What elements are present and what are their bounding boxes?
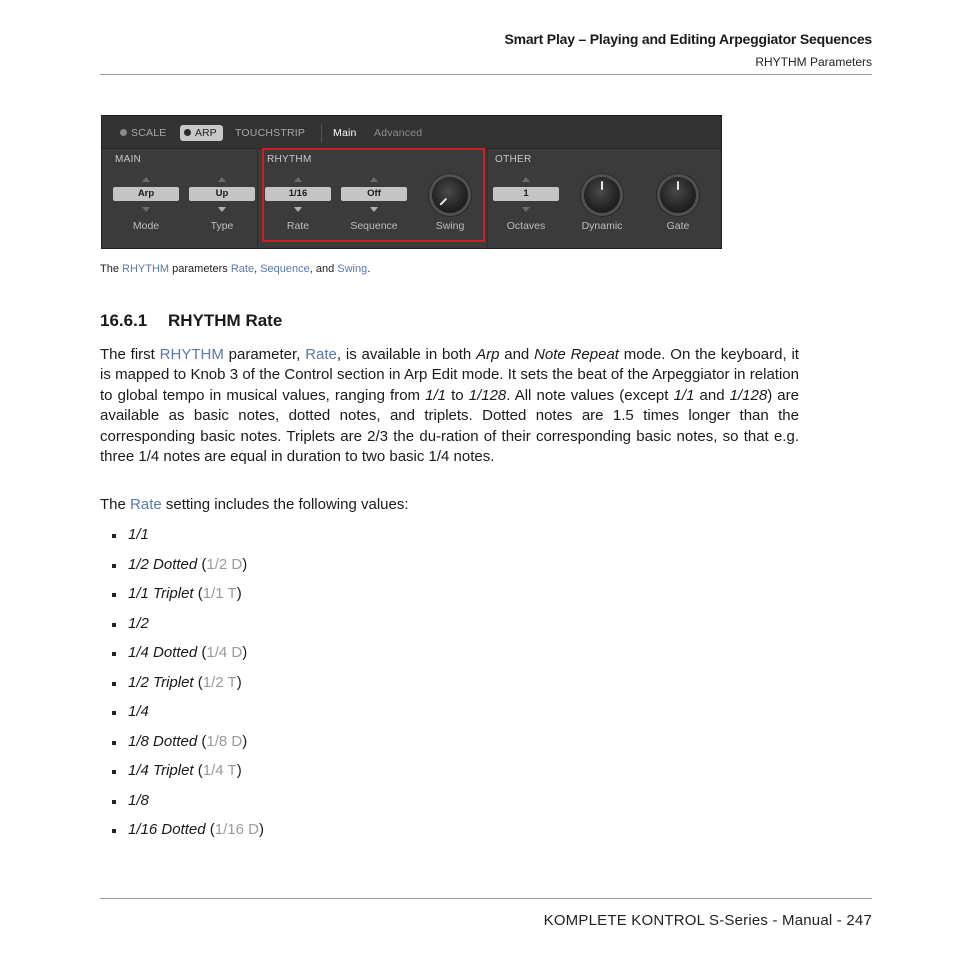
- paragraph-text: to: [446, 386, 469, 404]
- intro-link-rate[interactable]: Rate: [130, 496, 162, 513]
- tab-divider: [321, 124, 322, 142]
- body-paragraph: [100, 345, 799, 467]
- caption-text: ,: [254, 263, 261, 275]
- mode-up-arrow-icon[interactable]: [142, 177, 150, 182]
- rate-abbreviation: 1/8 D: [206, 732, 243, 750]
- rate-name: 1/4 Triplet: [128, 762, 194, 779]
- panel-tab-bar: [102, 116, 721, 149]
- paragraph-text: . All note values (except: [506, 386, 674, 404]
- rate-name: 1/1: [128, 526, 149, 543]
- note-value: 1/1: [673, 386, 695, 404]
- section-label-other: OTHER: [495, 154, 532, 165]
- rate-abbreviation: 1/4 T: [202, 762, 237, 779]
- type-up-arrow-icon[interactable]: [218, 177, 226, 182]
- rate-label: Rate: [286, 220, 310, 232]
- section-label-main: MAIN: [115, 154, 142, 165]
- rate-abbreviation: 1/4 D: [206, 644, 243, 661]
- intro-text: The: [100, 496, 131, 513]
- octaves-down-arrow-icon[interactable]: [522, 207, 530, 212]
- page-footer: KOMPLETE KONTROL S-Series - Manual - 247: [543, 912, 872, 929]
- arp-indicator-icon: [184, 129, 191, 136]
- type-label: Type: [210, 220, 234, 232]
- mode-name-note-repeat: Note Repeat: [534, 346, 619, 363]
- paragraph-text: ) are available as basic notes, dotted notes, and triplets. Dotted notes are 1.5 times longer than the corresponding basic notes. Triplets are 2/3 the du-ration of their corresponding basic notes, so that e.g. three 1/4 notes are equal in duration to two basic 1/4 notes.: [100, 386, 799, 466]
- type-value[interactable]: Up: [189, 187, 255, 201]
- caption-text: , and: [309, 263, 338, 275]
- scale-indicator-icon: [120, 129, 127, 136]
- note-value: 1/128: [729, 386, 768, 404]
- intro-text: setting includes the following values:: [161, 496, 409, 513]
- mode-name-arp: Arp: [476, 346, 500, 363]
- paragraph-text: parameter,: [223, 346, 306, 363]
- section-number: 16.6.1: [100, 311, 148, 330]
- arp-panel-screenshot: [101, 115, 722, 249]
- dynamic-label: Dynamic: [581, 220, 623, 232]
- sequence-label: Sequence: [350, 220, 398, 232]
- paragraph-text: and: [499, 346, 535, 363]
- list-item: [110, 791, 264, 821]
- rate-abbreviation: 1/1 T: [202, 585, 237, 602]
- list-item: 1/4 Triplet (1/4 T): [110, 761, 264, 791]
- swing-label: Swing: [435, 220, 465, 232]
- mode-label: Mode: [132, 220, 160, 232]
- list-item: 1/4 Dotted (1/4 D): [110, 643, 264, 673]
- gate-knob[interactable]: [660, 177, 696, 213]
- caption-text: The: [100, 263, 123, 275]
- rate-values-list: [110, 525, 264, 850]
- paragraph-link-rate[interactable]: Rate: [305, 346, 337, 363]
- list-item: 1/2 Triplet (1/2 T): [110, 673, 264, 703]
- section-heading: [100, 311, 282, 331]
- section-divider: [257, 149, 258, 249]
- rate-name: 1/2: [128, 614, 149, 632]
- note-value: 1/128: [468, 386, 507, 404]
- list-item: [110, 525, 264, 555]
- header-divider: [100, 74, 872, 75]
- list-item: [110, 702, 264, 732]
- paragraph-link-rhythm[interactable]: RHYTHM: [159, 346, 224, 363]
- rate-abbreviation: 1/16 D: [214, 821, 259, 838]
- rate-value[interactable]: 1/16: [265, 187, 331, 201]
- tab-scale[interactable]: [120, 127, 166, 139]
- paragraph-text: mode. On the keyboard, it is mapped to Knob 3 of the Control section in Arp Edit mode. It sets the beat of the Arpeggiator in relation to global tempo in musical values, ranging from: [100, 346, 799, 404]
- tab-touchstrip[interactable]: TOUCHSTRIP: [235, 127, 306, 139]
- gate-label: Gate: [666, 220, 690, 232]
- tab-main[interactable]: Main: [333, 127, 357, 139]
- octaves-up-arrow-icon[interactable]: [522, 177, 530, 182]
- caption-text: .: [367, 263, 371, 275]
- caption-text: parameters: [169, 263, 231, 275]
- rate-abbreviation: 1/2 D: [206, 555, 243, 573]
- caption-link-rate[interactable]: Rate: [230, 263, 255, 275]
- paragraph-text: , is available in both: [336, 346, 477, 363]
- rate-name: 1/2 Dotted: [128, 555, 198, 573]
- type-down-arrow-icon[interactable]: [218, 207, 226, 212]
- tab-arp-label: ARP: [195, 127, 217, 139]
- octaves-label: Octaves: [506, 220, 546, 232]
- list-item: 1/1 Triplet (1/1 T): [110, 584, 264, 614]
- paragraph-text: and: [694, 386, 730, 404]
- rate-name: 1/4 Dotted: [128, 644, 198, 661]
- figure-caption: [100, 263, 370, 275]
- knob-pointer-icon: [601, 181, 603, 190]
- note-value: 1/1: [425, 386, 447, 404]
- mode-value[interactable]: Arp: [113, 187, 179, 201]
- section-label-rhythm: RHYTHM: [267, 154, 312, 165]
- list-intro: [100, 496, 409, 513]
- octaves-value[interactable]: 1: [493, 187, 559, 201]
- list-item: [110, 614, 264, 644]
- tab-arp[interactable]: [180, 125, 223, 141]
- section-title: RHYTHM Rate: [168, 311, 283, 330]
- mode-down-arrow-icon[interactable]: [142, 207, 150, 212]
- list-item: 1/16 Dotted (1/16 D): [110, 820, 264, 850]
- rate-name: 1/4: [128, 703, 149, 720]
- caption-link-sequence[interactable]: Sequence: [260, 263, 310, 275]
- rate-name: 1/1 Triplet: [128, 585, 194, 602]
- running-header-title: Smart Play – Playing and Editing Arpeggiator Sequences: [504, 31, 872, 47]
- sequence-value[interactable]: Off: [341, 187, 407, 201]
- section-divider: [487, 149, 488, 249]
- rate-name: 1/2 Triplet: [128, 673, 194, 691]
- tab-advanced[interactable]: Advanced: [374, 127, 423, 139]
- rhythm-highlight-frame: [262, 148, 485, 242]
- tab-scale-label: SCALE: [131, 127, 167, 139]
- rate-name: 1/16 Dotted: [128, 821, 206, 838]
- caption-link-swing[interactable]: Swing: [337, 263, 368, 275]
- footer-divider: [100, 898, 872, 899]
- list-item: 1/2 Dotted (1/2 D): [110, 555, 264, 585]
- caption-link-rhythm[interactable]: RHYTHM: [122, 263, 170, 275]
- knob-pointer-icon: [677, 181, 679, 190]
- dynamic-knob[interactable]: [584, 177, 620, 213]
- running-header-subtitle: RHYTHM Parameters: [755, 55, 872, 69]
- list-item: 1/8 Dotted (1/8 D): [110, 732, 264, 762]
- rate-name: 1/8 Dotted: [128, 732, 198, 750]
- paragraph-text: The first: [100, 346, 160, 363]
- rate-abbreviation: 1/2 T: [202, 673, 237, 691]
- rate-name: 1/8: [128, 791, 149, 809]
